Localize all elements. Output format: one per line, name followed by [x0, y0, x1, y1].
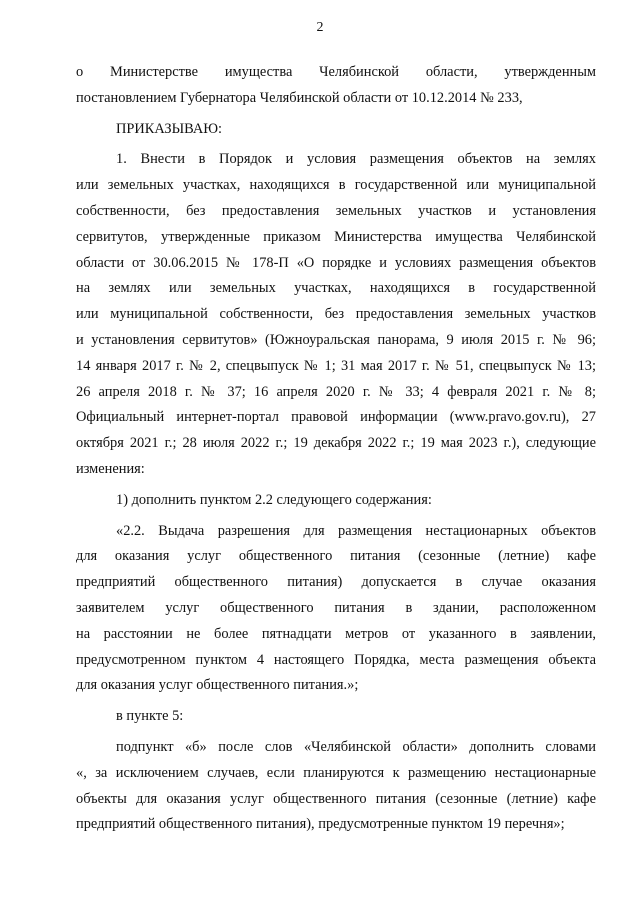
text-line: для оказания услуг общественного питания (сезонные (летние) кафе	[76, 548, 596, 565]
text-line: 1. Внести в Порядок и условия размещения объектов на землях	[116, 151, 596, 168]
text-line: 1) дополнить пунктом 2.2 следующего содержания:	[116, 491, 432, 508]
text-line: в пункте 5:	[116, 708, 184, 725]
text-line: изменения:	[76, 460, 145, 477]
text-line: Официальный интернет-портал правовой информации (www.pravo.gov.ru), 27	[76, 409, 596, 426]
text-line: предприятий общественного питания), предусмотренные пунктом 19 перечня»;	[76, 816, 565, 833]
paragraph-subitem-b	[76, 735, 596, 838]
text-line: предусмотренном пунктом 4 настоящего Порядка, места размещения объекта	[76, 651, 596, 668]
paragraph-intro	[76, 60, 596, 112]
paragraph-item-1	[76, 147, 596, 482]
text-line: или земельных участках, находящихся в государственной или муниципальной	[76, 177, 596, 194]
text-line: 26 апреля 2018 г. № 37; 16 апреля 2020 г. № 33; 4 февраля 2021 г. № 8;	[76, 383, 596, 400]
text-line: собственности, без предоставления земельных участков и установления	[76, 202, 596, 219]
text-line: ПРИКАЗЫВАЮ:	[116, 120, 223, 137]
text-line: о Министерстве имущества Челябинской области, утвержденным	[76, 64, 596, 80]
paragraph-clause-2-2	[76, 519, 596, 700]
text-line: на расстоянии не более пятнадцати метров от указанного в заявлении,	[76, 625, 596, 642]
text-line: «, за исключением случаев, если планируются к размещению нестационарные	[76, 764, 596, 781]
text-line: «2.2. Выдача разрешения для размещения нестационарных объектов	[116, 522, 596, 539]
text-line: октября 2021 г.; 28 июля 2022 г.; 19 декабря 2022 г.; 19 мая 2023 г.), следующие	[76, 435, 596, 452]
paragraph-order-word	[76, 117, 596, 143]
text-line: заявителем услуг общественного питания в здании, расположенном	[76, 599, 596, 616]
text-line: или муниципальной собственности, без предоставления земельных участков	[76, 306, 596, 323]
text-line: области от 30.06.2015 № 178-П «О порядке и условиях размещения объектов	[76, 254, 596, 271]
text-line: постановлением Губернатора Челябинской области от 10.12.2014 № 233,	[76, 89, 523, 106]
text-line: сервитутов, утвержденные приказом Министерства имущества Челябинской	[76, 228, 596, 245]
text-line: подпункт «б» после слов «Челябинской области» дополнить словами	[116, 738, 596, 755]
paragraph-item-5	[76, 704, 596, 730]
text-line: объекты для оказания услуг общественного питания (сезонные (летние) кафе	[76, 790, 596, 807]
text-line: 14 января 2017 г. № 2, спецвыпуск № 1; 31 мая 2017 г. № 51, спецвыпуск № 13;	[76, 357, 596, 374]
text-line: и установления сервитутов» (Южноуральская панорама, 9 июля 2015 г. № 96;	[76, 331, 596, 348]
page-number: 2	[316, 20, 324, 35]
text-line: предприятий общественного питания) допускается в случае оказания	[76, 574, 596, 591]
text-line: на землях или земельных участках, находящихся в государственной	[76, 280, 596, 297]
text-line: для оказания услуг общественного питания.»;	[76, 677, 359, 694]
document-body	[76, 60, 596, 838]
paragraph-sub-1	[76, 488, 596, 514]
